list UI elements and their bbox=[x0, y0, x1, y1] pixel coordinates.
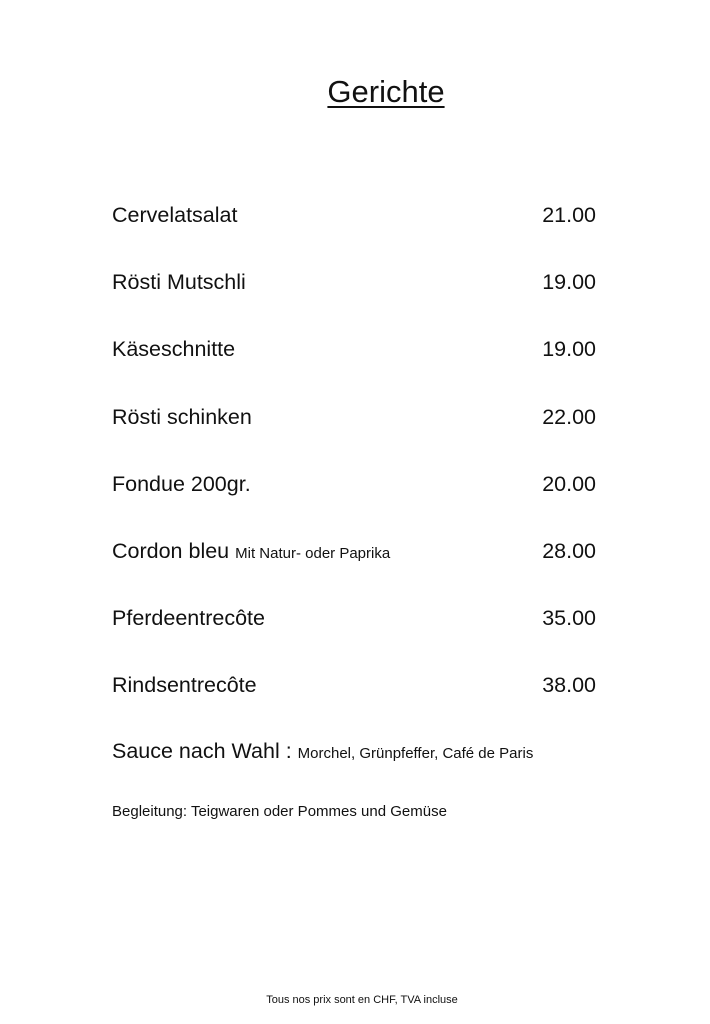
sauce-line bbox=[112, 734, 533, 771]
menu-item bbox=[112, 534, 596, 601]
menu-item bbox=[112, 198, 596, 265]
side-dishes-note: Begleitung: Teigwaren oder Pommes und Gemüse bbox=[112, 803, 447, 820]
menu-item-name: Fondue 200gr. bbox=[112, 471, 251, 496]
menu-item-price: 20.00 bbox=[542, 471, 596, 496]
menu-list bbox=[112, 198, 596, 736]
menu-item-name: Rösti schinken bbox=[112, 404, 252, 429]
menu-item-price: 35.00 bbox=[542, 606, 596, 631]
menu-item-name: Cervelatsalat bbox=[112, 203, 238, 227]
menu-item-name: Rindsentrecôte bbox=[112, 673, 257, 698]
menu-item bbox=[112, 467, 596, 534]
menu-item bbox=[112, 601, 596, 668]
menu-item-price: 19.00 bbox=[542, 270, 596, 295]
sauce-options: Morchel, Grünpfeffer, Café de Paris bbox=[297, 745, 534, 762]
menu-item bbox=[112, 265, 596, 332]
menu-item-name: Cordon bleu bbox=[112, 538, 230, 563]
menu-item-price: 21.00 bbox=[542, 203, 596, 227]
menu-item-price: 38.00 bbox=[542, 673, 596, 698]
menu-item-name: Rösti Mutschli bbox=[112, 270, 246, 295]
menu-item-price: 28.00 bbox=[542, 538, 596, 563]
menu-item-note: Mit Natur- oder Paprika bbox=[235, 544, 391, 562]
page-title: Gerichte bbox=[327, 74, 445, 109]
price-footnote: Tous nos prix sont en CHF, TVA incluse bbox=[266, 994, 458, 1006]
menu-item-name: Käseschnitte bbox=[112, 337, 236, 362]
menu-item-name: Pferdeentrecôte bbox=[112, 606, 265, 631]
sauce-label: Sauce nach Wahl : bbox=[112, 739, 292, 763]
menu-item bbox=[112, 668, 596, 735]
menu-item-name-with-note bbox=[112, 534, 390, 571]
menu-item bbox=[112, 400, 596, 467]
menu-item bbox=[112, 332, 596, 399]
menu-item-price: 22.00 bbox=[542, 404, 596, 429]
menu-item-price: 19.00 bbox=[542, 337, 596, 362]
